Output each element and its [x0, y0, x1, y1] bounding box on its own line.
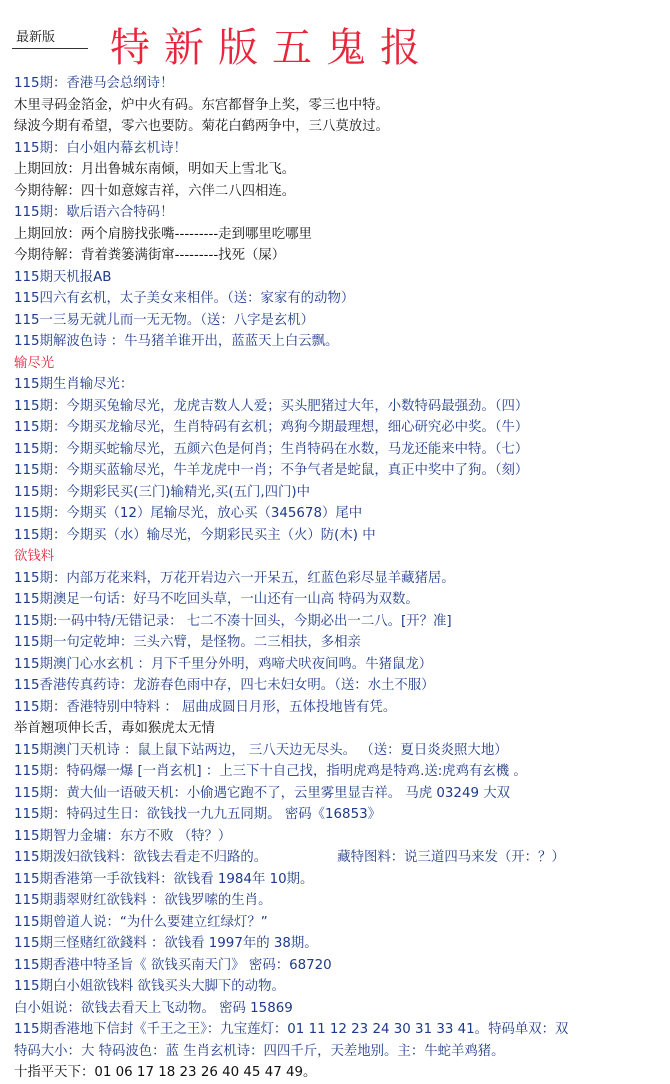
- line-text: 115期三怪赌红欲錢料 ：欲钱看 1997年的 38期。: [14, 936, 318, 951]
- text-line: [14, 697, 666, 719]
- text-line: [14, 138, 666, 160]
- text-line: [14, 1041, 666, 1063]
- text-line: [14, 1019, 666, 1041]
- line-text: 115期天机报AB: [14, 269, 112, 285]
- text-line: [14, 955, 666, 977]
- text-line: [14, 826, 666, 848]
- line-text: 115一三易无就儿而一无无物。（送：八字是玄机）: [14, 312, 315, 328]
- line-text: 115期白小姐欲钱料 欲钱买头大脚下的动物。: [14, 979, 285, 994]
- line-text: 115期：今期买（水）输尽光，今期彩民买主（火）防(木) 中: [14, 527, 376, 543]
- line-text: 115四六有玄机，太子美女来相伴。（送：家家有的动物）: [14, 291, 355, 306]
- line-text: 115期：今期买龙输尽光，生肖特码有玄机；鸡狗今期最理想，细心研究必中奖。（牛）: [14, 420, 529, 435]
- line-text: 115期：特码过生日：欲钱找一九九五同期。 密码《16853》: [14, 807, 382, 822]
- line-text: 115期一句定乾坤：三头六臂，是怪物。二三相扶，多相亲: [14, 635, 361, 650]
- line-text: 115期：白小姐内幕玄机诗！: [14, 140, 187, 156]
- text-line: [14, 116, 666, 138]
- line-text: 115期生肖输尽光：: [14, 377, 134, 392]
- text-line: [14, 783, 666, 805]
- text-line: [14, 976, 666, 998]
- edition-badge: 最新版: [16, 30, 56, 45]
- line-text: 115期：今期买蓝输尽光，牛羊龙虎中一肖；不争气者是蛇鼠，真正中奖中了狗。（刻）: [14, 463, 529, 478]
- line-text: 115期澳门心水玄机 ：月下千里分外明，鸡啼犬吠夜间鸣。牛猪鼠龙）: [14, 656, 433, 672]
- line-text: 十指平天下：01 06 17 18 23 26 40 45 47 49。: [14, 1065, 317, 1080]
- line-text: 115期：歇后语六合特码！: [14, 205, 174, 220]
- line-text: 上期回放：月出鲁城东南倾，明如天上雪北飞。: [14, 162, 296, 177]
- text-line: [14, 202, 666, 224]
- text-line: [14, 933, 666, 955]
- line-text: 115期:一码中特/无错记录： 七二不凑十回头，今期必出一二八。[开？准]: [14, 613, 452, 629]
- text-line: [14, 245, 666, 267]
- text-line: [14, 654, 666, 676]
- text-line: [14, 181, 666, 203]
- line-text: 115期：黄大仙一语破天机：小偷遇它跑不了，云里雾里显吉祥。 马虎 03249 大双: [14, 785, 511, 801]
- text-line: [14, 675, 666, 697]
- text-line: [14, 439, 666, 461]
- text-line: [14, 503, 666, 525]
- line-text: 115期澳门天机诗 ：鼠上鼠下站两边， 三八天边无尽头。 （送：夏日炎炎照大地）: [14, 742, 508, 758]
- line-text: 115期解波色诗 ：牛马猪羊谁开出，蓝蓝天上白云飘。: [14, 334, 339, 349]
- line-text: 115香港传真药诗：龙游春色雨中存，四七未妇女明。（送：水土不服）: [14, 678, 435, 693]
- line-text: 115期香港中特圣旨《 欲钱买南天门》 密码：68720: [14, 957, 332, 973]
- text-line: [14, 1062, 666, 1084]
- text-line: [14, 890, 666, 912]
- text-line: [14, 288, 666, 310]
- text-line: [14, 718, 666, 740]
- line-text: 欲钱料: [14, 549, 55, 564]
- text-line: [14, 159, 666, 181]
- line-text: 今期待解：背着粪篓满街窜---------找死（屎）: [14, 248, 286, 263]
- line-text: 115期：香港马会总纲诗！: [14, 76, 174, 91]
- line-text: 绿波今期有希望，零六也要防。菊花白鹤两争中，三八莫放过。: [14, 119, 389, 134]
- line-text: 115期：今期买兔输尽光，龙虎吉数人人爱；买头肥猪过大年，小数特码最强劲。（四）: [14, 398, 529, 414]
- text-line: [14, 804, 666, 826]
- line-text: 115期：今期买蛇输尽光，五颜六色是何肖；生肖特码在水数，马龙还能来中特。（七）: [14, 441, 529, 457]
- text-line: [14, 998, 666, 1020]
- text-line: [14, 95, 666, 117]
- line-text: 115期：特码爆一爆 [一肖玄机] ：上三下十自己找，指明虎鸡是特鸡.送:虎鸡有玄機 。: [14, 764, 527, 779]
- line-text: 115期智力金墉：东方不败 （特？）: [14, 828, 232, 844]
- text-line: [14, 331, 666, 353]
- line-text: 115期翡翠财红欲钱料 ：欲钱罗嗦的生肖。: [14, 893, 272, 908]
- line-text: 白小姐说：欲钱去看天上飞动物。 密码 15869: [14, 1000, 293, 1016]
- text-line: [14, 224, 666, 246]
- badge-underline: [12, 48, 88, 49]
- line-text: 115期香港地下信封《千王之王》：九宝莲灯：01 11 12 23 24 30 31 33 41。特码单双：双: [14, 1022, 569, 1037]
- line-text-right: 藏特图料：说三道四马来发（开：？）: [337, 850, 565, 865]
- text-line: [14, 761, 666, 783]
- text-line: [14, 632, 666, 654]
- text-line: [14, 912, 666, 934]
- text-line: [14, 482, 666, 504]
- text-line: [14, 310, 666, 332]
- line-text: 今期待解：四十如意嫁吉祥，六伴二八四相连。: [14, 183, 296, 199]
- line-text: 115期：香港特别中特料 ： 屈曲成圆日月形，五体投地皆有凭。: [14, 699, 397, 715]
- text-line: [14, 869, 666, 891]
- text-line: [14, 396, 666, 418]
- text-lines: [14, 73, 666, 1084]
- line-text: 木里寻码金箔金，炉中火有码。东宫都督争上奖，零三也中特。: [14, 97, 389, 113]
- text-line: [14, 374, 666, 396]
- text-line: [14, 267, 666, 289]
- text-line: [14, 525, 666, 547]
- line-text: 115期曾道人说：“为什么要建立红绿灯？”: [14, 914, 268, 930]
- text-line: [14, 611, 666, 633]
- text-line: [14, 546, 666, 568]
- line-text: 115期香港第一手欲钱料：欲钱看 1984年 10期。: [14, 871, 314, 887]
- line-text: 115期泼妇欲钱料：欲钱去看走不归路的。: [14, 850, 268, 865]
- text-line: [14, 847, 666, 869]
- text-line: [14, 417, 666, 439]
- page-title: 特新版五鬼报: [110, 25, 434, 71]
- line-text: 上期回放：两个肩膀找张嘴---------走到哪里吃哪里: [14, 226, 312, 242]
- line-text: 输尽光: [14, 355, 55, 371]
- text-line: [14, 353, 666, 375]
- text-line: [14, 568, 666, 590]
- line-text: 特码大小：大 特码波色：蓝 生肖玄机诗：四四千斤，天差地别。主：牛蛇羊鸡猪。: [14, 1043, 505, 1059]
- line-text: 举首翘项伸长舌，毒如猴虎太无情: [14, 721, 215, 736]
- text-line: [14, 73, 666, 95]
- line-text: 115期：今期买（12）尾输尽光，放心买（345678）尾中: [14, 506, 363, 521]
- text-line: [14, 460, 666, 482]
- line-text: 115期：今期彩民买(三门)输精光,买(五门,四门)中: [14, 484, 310, 500]
- text-line: [14, 589, 666, 611]
- text-line: [14, 740, 666, 762]
- line-text: 115期澳足一句话：好马不吃回头草，一山还有一山高 特码为双数。: [14, 592, 419, 607]
- line-text: 115期：内部万花来料，万花开岩边六一开呆五，红蓝色彩尽显羊藏猪居。: [14, 570, 455, 586]
